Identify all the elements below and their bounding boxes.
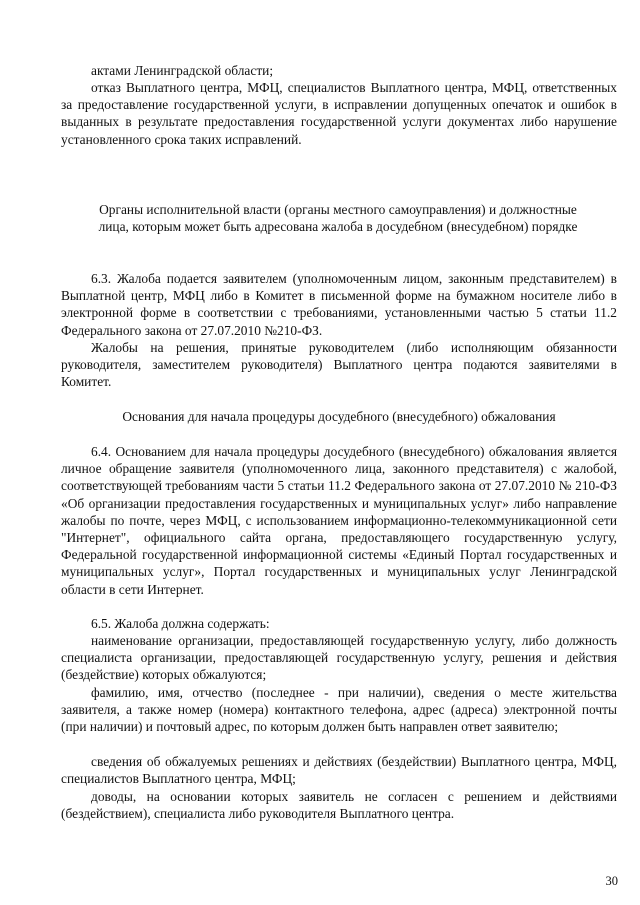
section-heading-grounds: Основания для начала процедуры досудебного (внесудебного) обжалования bbox=[122, 409, 556, 424]
paragraph-6-5: 6.5. Жалоба должна содержать: bbox=[91, 616, 270, 631]
paragraph-applicant-info: фамилию, имя, отчество (последнее - при наличии), сведения о месте жительства заявителя, а также номер (номера) контактного телефона, адрес (адреса) электронной почты (при наличии) и почтовый адрес, по которым должен быть направлен ответ заявителю; bbox=[61, 685, 617, 735]
paragraph-6-4: 6.4. Основанием для начала процедуры досудебного (внесудебного) обжалования является личное обращение заявителя (уполномоченного лица, законного представителя) с жалобой, соответствующей требованиям части 5 статьи 11.2 Федерального закона от 27.07.2010 № 210-ФЗ «Об организации предоставления государственных и муниципальных услуг» либо направление жалобы по почте, через МФЦ, с использованием информационно-телекоммуникационной сети "Интернет", официального сайта органа, предоставляющего государственную услугу, Федеральной государственной информационной системы «Единый Портал государственных и муниципальных услуг», Портал государственных и муниципальных услуг Ленинградской области в сети Интернет. bbox=[61, 444, 617, 597]
paragraph-acts: актами Ленинградской области; bbox=[91, 63, 274, 78]
paragraph-6-3: 6.3. Жалоба подается заявителем (уполномоченным лицом, законным представителем) в Выплатной центр, МФЦ либо в Комитет в письменной форме на бумажном носителе либо в электронной форме в соответствии с требованиями, установленными частью 5 статьи 11.2 Федерального закона от 27.07.2010 №210-ФЗ. bbox=[61, 271, 617, 338]
paragraph-refusal: отказ Выплатного центра, МФЦ, специалистов Выплатного центра, МФЦ, ответственных за предоставление государственной услуги, в исправлении допущенных опечаток и ошибок в выданных в результате предоставления государственной услуги документах либо нарушение установленного срока таких исправлений. bbox=[61, 80, 617, 147]
paragraph-appealed-decisions: сведения об обжалуемых решениях и действиях (бездействии) Выплатного центра, МФЦ, специалистов Выплатного центра, МФЦ; bbox=[61, 754, 617, 787]
section-heading-authorities: Органы исполнительной власти (органы местного самоуправления) и должностные лица, которым может быть адресована жалоба в досудебном (внесудебном) порядке bbox=[98, 202, 578, 235]
page-number: 30 bbox=[605, 874, 618, 888]
paragraph-organization-name: наименование организации, предоставляющей государственную услугу, либо должность специалиста организации, предоставляющей государственную услугу, решения и действия (бездействие) которых обжалуются; bbox=[61, 633, 617, 683]
paragraph-arguments: доводы, на основании которых заявитель не согласен с решением и действиями (бездействием), специалиста либо руководителя Выплатного центра. bbox=[61, 789, 617, 822]
paragraph-complaints-to-committee: Жалобы на решения, принятые руководителем (либо исполняющим обязанности руководителя, заместителем руководителя) Выплатного центра подаются заявителями в Комитет. bbox=[61, 340, 617, 390]
